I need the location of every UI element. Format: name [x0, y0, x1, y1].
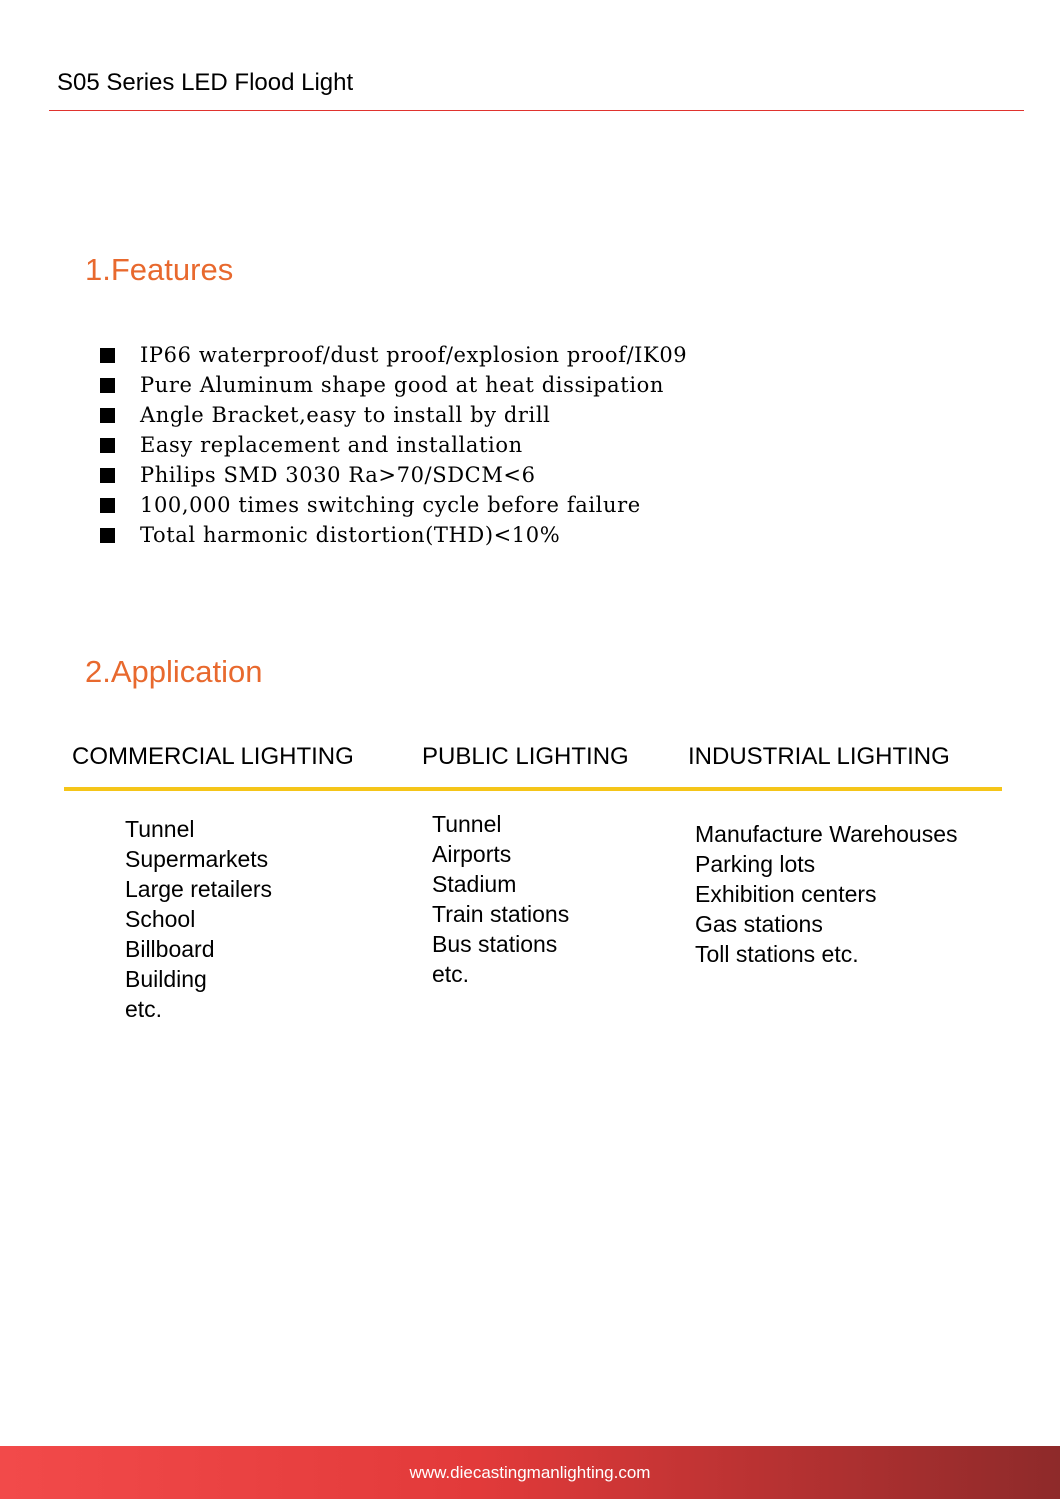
- commercial-lighting-heading: COMMERCIAL LIGHTING: [72, 743, 354, 770]
- feature-text: 100,000 times switching cycle before failure: [140, 493, 641, 517]
- list-item: [100, 400, 687, 430]
- list-item: Parking lots: [695, 851, 816, 877]
- list-item: [100, 490, 687, 520]
- list-item: Toll stations etc.: [695, 941, 859, 967]
- list-item: Train stations: [432, 901, 570, 927]
- feature-text: Easy replacement and installation: [140, 433, 523, 457]
- feature-text: Angle Bracket,easy to install by drill: [140, 403, 551, 427]
- feature-text: Total harmonic distortion(THD)<10%: [140, 523, 561, 547]
- feature-text: Pure Aluminum shape good at heat dissipation: [140, 373, 665, 397]
- list-item: Tunnel: [125, 816, 195, 842]
- list-item: Building: [125, 966, 207, 992]
- application-heading: 2.Application: [85, 654, 263, 689]
- list-item: [100, 370, 687, 400]
- feature-text: Philips SMD 3030 Ra>70/SDCM<6: [140, 463, 536, 487]
- list-item: Stadium: [432, 871, 517, 897]
- square-bullet-icon: [100, 528, 115, 543]
- list-item: Exhibition centers: [695, 881, 877, 907]
- header-divider: [49, 110, 1024, 111]
- industrial-lighting-heading: INDUSTRIAL LIGHTING: [688, 743, 950, 770]
- industrial-lighting-list: [695, 819, 958, 969]
- list-item: Airports: [432, 841, 512, 867]
- list-item: Manufacture Warehouses: [695, 821, 958, 847]
- list-item: etc.: [432, 961, 470, 987]
- commercial-lighting-list: [125, 814, 272, 1024]
- list-item: etc.: [125, 996, 163, 1022]
- list-item: School: [125, 906, 196, 932]
- square-bullet-icon: [100, 468, 115, 483]
- square-bullet-icon: [100, 378, 115, 393]
- list-item: Bus stations: [432, 931, 558, 957]
- public-lighting-list: [432, 809, 569, 989]
- square-bullet-icon: [100, 438, 115, 453]
- list-item: [100, 520, 687, 550]
- list-item: Tunnel: [432, 811, 502, 837]
- list-item: Gas stations: [695, 911, 823, 937]
- list-item: Supermarkets: [125, 846, 269, 872]
- list-item: Billboard: [125, 936, 215, 962]
- square-bullet-icon: [100, 348, 115, 363]
- footer-website-link[interactable]: www.diecastingmanlighting.com: [409, 1462, 651, 1482]
- application-divider: [64, 787, 1002, 791]
- list-item: Large retailers: [125, 876, 273, 902]
- square-bullet-icon: [100, 498, 115, 513]
- features-heading: 1.Features: [85, 252, 234, 287]
- list-item: [100, 340, 687, 370]
- page-title: S05 Series LED Flood Light: [57, 69, 354, 96]
- public-lighting-heading: PUBLIC LIGHTING: [422, 743, 629, 770]
- footer-bar: [0, 1446, 1060, 1499]
- feature-text: IP66 waterproof/dust proof/explosion proof/IK09: [140, 343, 688, 367]
- features-list: [100, 340, 687, 550]
- list-item: [100, 430, 687, 460]
- square-bullet-icon: [100, 408, 115, 423]
- list-item: [100, 460, 687, 490]
